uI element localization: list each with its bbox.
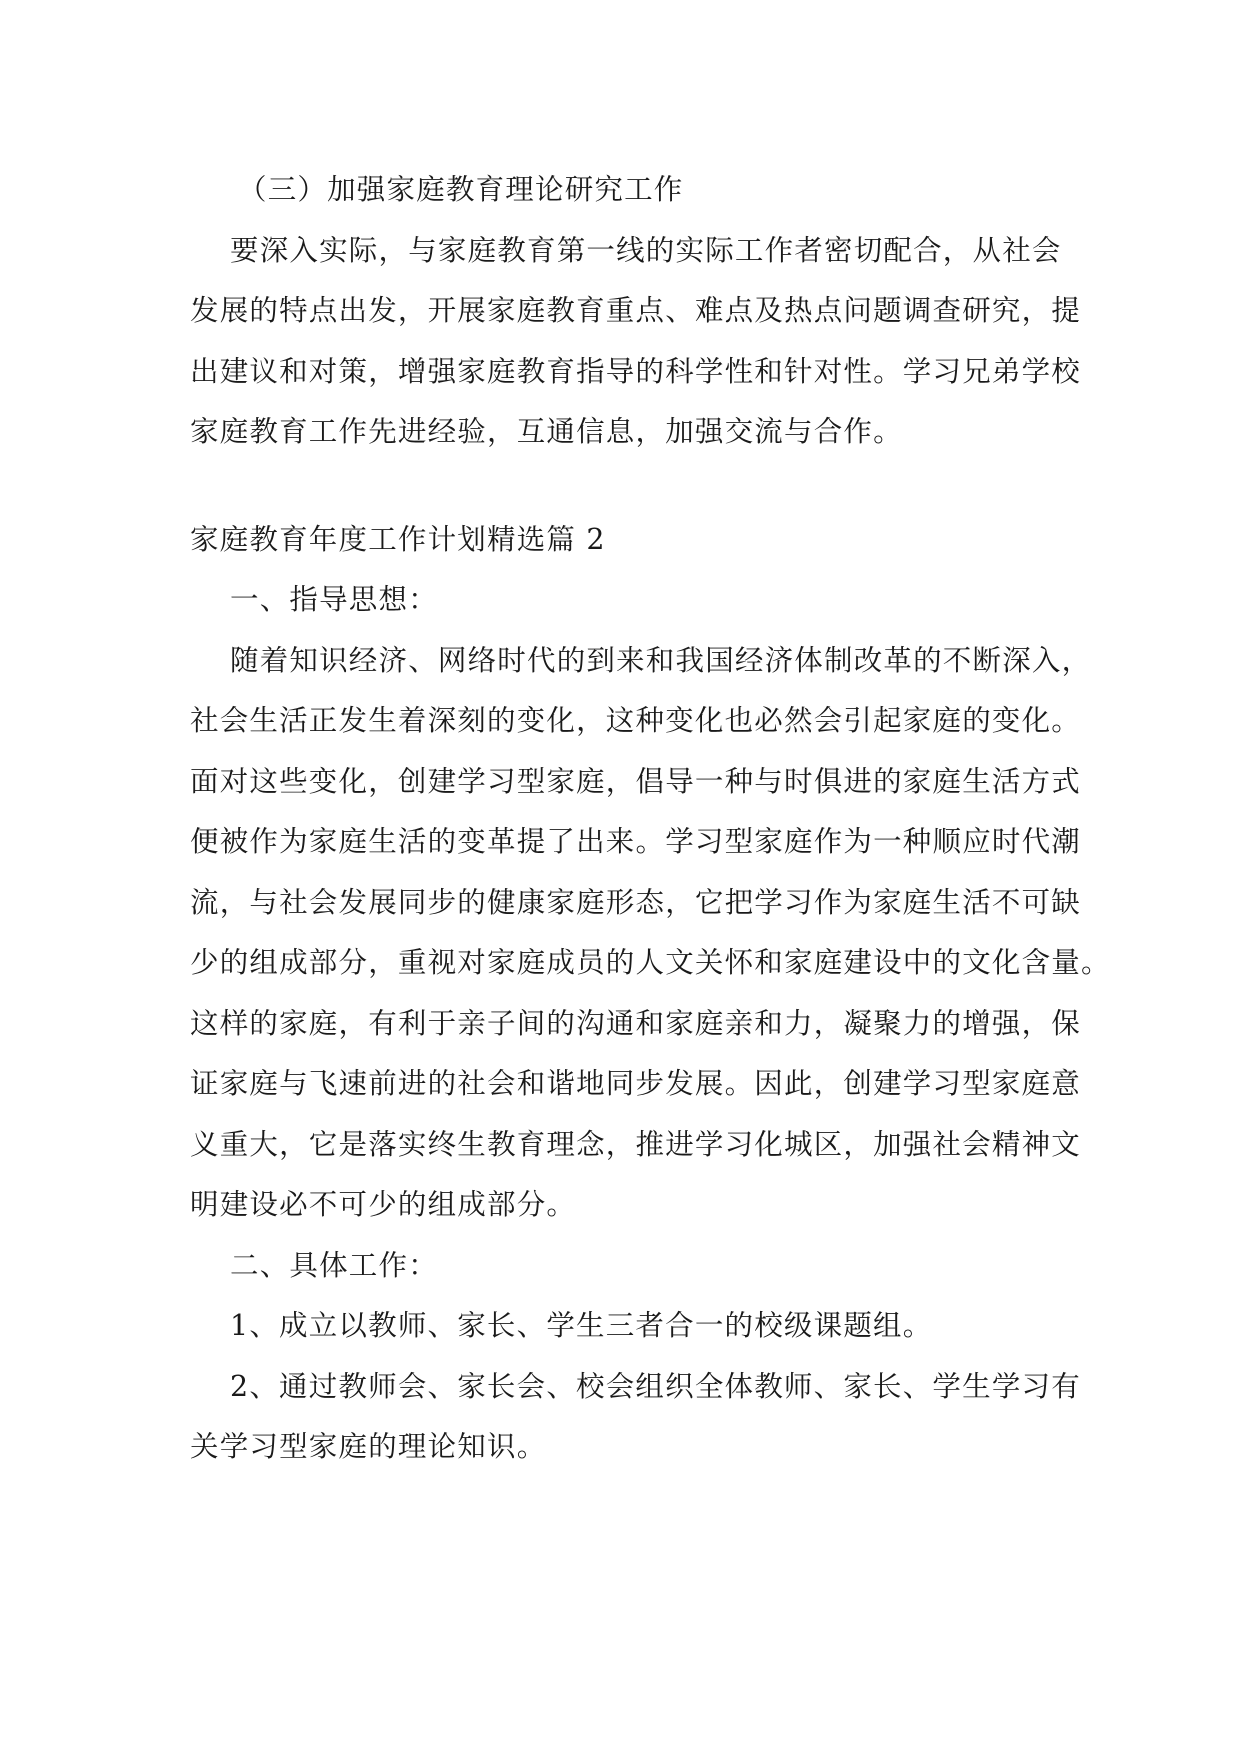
paragraph-line: 这样的家庭，有利于亲子间的沟通和家庭亲和力，凝聚力的增强，保	[190, 1006, 1082, 1040]
section-spacer	[190, 463, 1070, 510]
list-item	[190, 1357, 1081, 1478]
paragraph-line: 2、通过教师会、家长会、校会组织全体教师、家长、学生学习有	[230, 1369, 1081, 1403]
paragraph-line: 便被作为家庭生活的变革提了出来。学习型家庭作为一种顺应时代潮	[190, 825, 1082, 858]
paragraph-line: 流，与社会发展同步的健康家庭形态，它把学习作为家庭生活不可缺	[190, 885, 1082, 919]
paragraph-line: 义重大，它是落实终生教育理念，推进学习化城区，加强社会精神文	[190, 1127, 1082, 1161]
document-page	[190, 160, 1111, 1478]
part-heading: 二、具体工作：	[230, 1248, 438, 1282]
section-paragraph	[190, 221, 1082, 463]
article-title: 家庭教育年度工作计划精选篇 2	[190, 522, 606, 556]
paragraph-line: 证家庭与飞速前进的社会和谐地同步发展。因此，创建学习型家庭意	[190, 1067, 1082, 1100]
paragraph-line: 关学习型家庭的理论知识。	[190, 1430, 547, 1463]
section-heading: （三）加强家庭教育理论研究工作	[238, 173, 684, 206]
paragraph-line: 明建设必不可少的组成部分。	[190, 1188, 577, 1221]
paragraph-line: 少的组成部分，重视对家庭成员的人文关怀和家庭建设中的文化含量。	[190, 946, 1111, 979]
paragraph-line: 要深入实际，与家庭教育第一线的实际工作者密切配合，从社会	[230, 233, 1062, 267]
paragraph-line: 社会生活正发生着深刻的变化，这种变化也必然会引起家庭的变化。	[190, 704, 1082, 737]
part-heading: 一、指导思想：	[230, 583, 438, 616]
paragraph-line: 发展的特点出发，开展家庭教育重点、难点及热点问题调查研究，提	[190, 294, 1082, 327]
list-item: 1、成立以教师、家长、学生三者合一的校级课题组。	[230, 1309, 933, 1342]
paragraph-line: 出建议和对策，增强家庭教育指导的科学性和针对性。学习兄弟学校	[190, 354, 1082, 388]
paragraph-line: 面对这些变化，创建学习型家庭，倡导一种与时俱进的家庭生活方式	[190, 764, 1082, 798]
paragraph-line: 随着知识经济、网络时代的到来和我国经济体制改革的不断深入，	[230, 643, 1092, 677]
paragraph-line: 家庭教育工作先进经验，互通信息，加强交流与合作。	[190, 415, 903, 448]
guiding-paragraph	[190, 631, 1111, 1236]
